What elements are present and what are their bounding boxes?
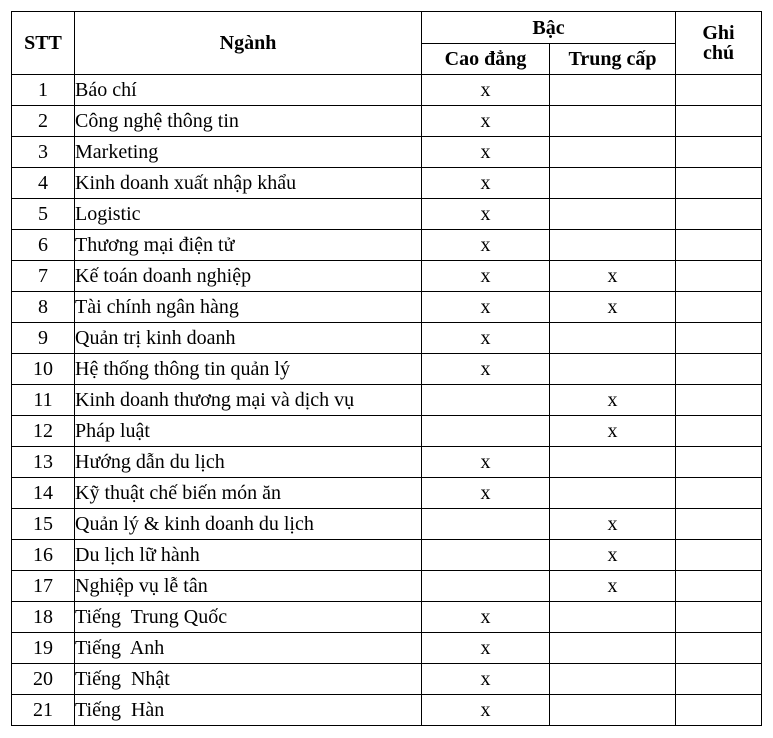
cell-college: x — [422, 261, 550, 292]
cell-note — [676, 664, 762, 695]
cell-major: Quản lý & kinh doanh du lịch — [75, 509, 422, 540]
cell-note — [676, 633, 762, 664]
cell-stt: 10 — [12, 354, 75, 385]
cell-major: Pháp luật — [75, 416, 422, 447]
cell-stt: 4 — [12, 168, 75, 199]
cell-major: Tiếng Hàn — [75, 695, 422, 726]
cell-stt: 21 — [12, 695, 75, 726]
cell-major: Công nghệ thông tin — [75, 106, 422, 137]
cell-college — [422, 540, 550, 571]
cell-major: Thương mại điện tử — [75, 230, 422, 261]
cell-major: Marketing — [75, 137, 422, 168]
cell-major: Báo chí — [75, 75, 422, 106]
table-row — [12, 230, 762, 261]
table-row — [12, 323, 762, 354]
cell-intermediate — [550, 106, 676, 137]
table-row — [12, 261, 762, 292]
cell-stt: 1 — [12, 75, 75, 106]
table-row — [12, 633, 762, 664]
cell-major: Quản trị kinh doanh — [75, 323, 422, 354]
cell-major: Hệ thống thông tin quản lý — [75, 354, 422, 385]
cell-college: x — [422, 695, 550, 726]
cell-note — [676, 168, 762, 199]
cell-college: x — [422, 168, 550, 199]
table-row — [12, 385, 762, 416]
table-row — [12, 137, 762, 168]
cell-intermediate — [550, 75, 676, 106]
cell-stt: 13 — [12, 447, 75, 478]
cell-intermediate: x — [550, 540, 676, 571]
cell-college: x — [422, 602, 550, 633]
table-row — [12, 75, 762, 106]
table-row — [12, 695, 762, 726]
table-row — [12, 602, 762, 633]
cell-note — [676, 416, 762, 447]
table-row — [12, 416, 762, 447]
cell-college: x — [422, 230, 550, 261]
cell-note — [676, 137, 762, 168]
header-note — [676, 12, 762, 75]
cell-college: x — [422, 478, 550, 509]
table-row — [12, 664, 762, 695]
cell-note — [676, 199, 762, 230]
table-row — [12, 292, 762, 323]
cell-stt: 3 — [12, 137, 75, 168]
cell-college: x — [422, 447, 550, 478]
cell-intermediate — [550, 478, 676, 509]
table-row — [12, 478, 762, 509]
cell-intermediate: x — [550, 261, 676, 292]
cell-stt: 2 — [12, 106, 75, 137]
cell-major: Kỹ thuật chế biến món ăn — [75, 478, 422, 509]
cell-college — [422, 385, 550, 416]
cell-college: x — [422, 199, 550, 230]
cell-stt: 16 — [12, 540, 75, 571]
cell-college: x — [422, 137, 550, 168]
cell-major: Kế toán doanh nghiệp — [75, 261, 422, 292]
cell-college — [422, 416, 550, 447]
cell-intermediate — [550, 447, 676, 478]
cell-intermediate — [550, 199, 676, 230]
cell-note — [676, 571, 762, 602]
cell-college: x — [422, 664, 550, 695]
cell-intermediate: x — [550, 509, 676, 540]
cell-intermediate — [550, 323, 676, 354]
cell-major: Tiếng Trung Quốc — [75, 602, 422, 633]
cell-note — [676, 478, 762, 509]
cell-note — [676, 75, 762, 106]
cell-college: x — [422, 106, 550, 137]
cell-college: x — [422, 292, 550, 323]
cell-stt: 9 — [12, 323, 75, 354]
cell-college: x — [422, 354, 550, 385]
cell-note — [676, 323, 762, 354]
cell-stt: 14 — [12, 478, 75, 509]
cell-intermediate — [550, 695, 676, 726]
cell-intermediate — [550, 168, 676, 199]
header-row — [12, 12, 762, 44]
cell-college: x — [422, 633, 550, 664]
cell-note — [676, 354, 762, 385]
cell-note — [676, 230, 762, 261]
cell-intermediate — [550, 137, 676, 168]
cell-note — [676, 292, 762, 323]
cell-stt: 17 — [12, 571, 75, 602]
header-major: Ngành — [75, 12, 422, 75]
cell-intermediate — [550, 633, 676, 664]
table-row — [12, 540, 762, 571]
header-college: Cao đẳng — [422, 44, 550, 75]
table-row — [12, 447, 762, 478]
cell-college: x — [422, 323, 550, 354]
cell-major: Kinh doanh thương mại và dịch vụ — [75, 385, 422, 416]
cell-major: Nghiệp vụ lễ tân — [75, 571, 422, 602]
cell-major: Hướng dẫn du lịch — [75, 447, 422, 478]
cell-stt: 7 — [12, 261, 75, 292]
table-row — [12, 168, 762, 199]
cell-stt: 8 — [12, 292, 75, 323]
cell-intermediate — [550, 664, 676, 695]
cell-note — [676, 695, 762, 726]
cell-college — [422, 571, 550, 602]
cell-intermediate — [550, 230, 676, 261]
table-row — [12, 199, 762, 230]
cell-note — [676, 106, 762, 137]
cell-stt: 20 — [12, 664, 75, 695]
cell-major: Tiếng Anh — [75, 633, 422, 664]
header-intermediate: Trung cấp — [550, 44, 676, 75]
cell-major: Du lịch lữ hành — [75, 540, 422, 571]
cell-intermediate: x — [550, 292, 676, 323]
cell-note — [676, 447, 762, 478]
header-level: Bậc — [422, 12, 676, 44]
cell-major: Tiếng Nhật — [75, 664, 422, 695]
cell-stt: 11 — [12, 385, 75, 416]
cell-college — [422, 509, 550, 540]
majors-table — [11, 11, 762, 726]
table-row — [12, 571, 762, 602]
header-note-line1: Ghi — [702, 22, 735, 44]
cell-intermediate: x — [550, 385, 676, 416]
cell-note — [676, 540, 762, 571]
cell-stt: 6 — [12, 230, 75, 261]
table-row — [12, 354, 762, 385]
cell-note — [676, 261, 762, 292]
cell-intermediate — [550, 354, 676, 385]
cell-intermediate: x — [550, 571, 676, 602]
cell-intermediate: x — [550, 416, 676, 447]
cell-stt: 15 — [12, 509, 75, 540]
cell-major: Tài chính ngân hàng — [75, 292, 422, 323]
cell-note — [676, 509, 762, 540]
table-row — [12, 509, 762, 540]
header-note-line2: chú — [702, 42, 735, 64]
cell-stt: 5 — [12, 199, 75, 230]
cell-stt: 18 — [12, 602, 75, 633]
cell-major: Logistic — [75, 199, 422, 230]
cell-major: Kinh doanh xuất nhập khẩu — [75, 168, 422, 199]
cell-stt: 19 — [12, 633, 75, 664]
cell-college: x — [422, 75, 550, 106]
header-stt: STT — [12, 12, 75, 75]
cell-intermediate — [550, 602, 676, 633]
cell-stt: 12 — [12, 416, 75, 447]
cell-note — [676, 385, 762, 416]
cell-note — [676, 602, 762, 633]
table-row — [12, 106, 762, 137]
